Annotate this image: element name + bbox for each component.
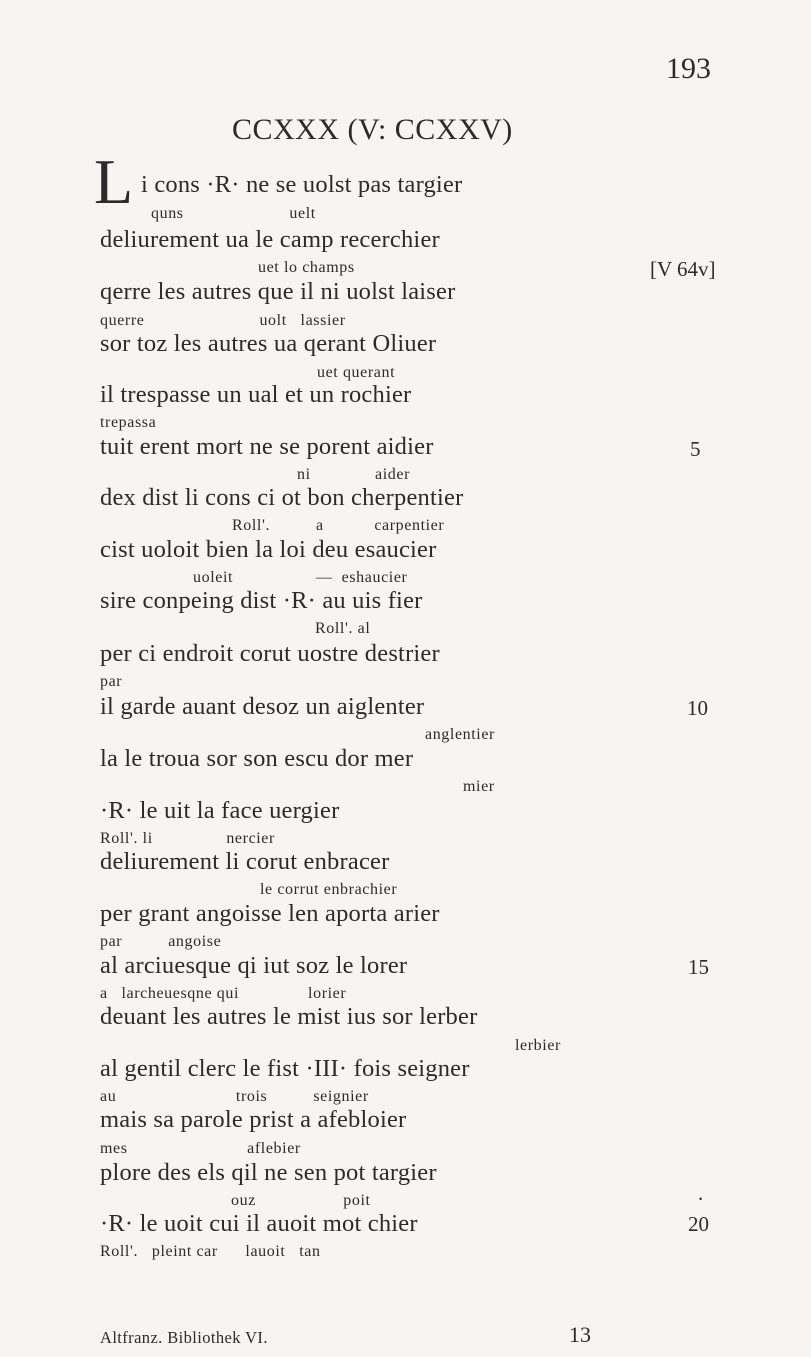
verse-line-16: al arciuesque qi iut soz le lorer [100,952,408,979]
verse-line-20: plore des els qil ne sen pot targier [100,1159,437,1186]
drop-initial: L [94,146,134,217]
signature-mark: 13 [569,1322,591,1347]
variant-line-7: Roll'. a carpentier [232,517,445,534]
variant-line-2: uet lo champs [258,259,355,276]
verse-line-11: il garde auant desoz un aiglenter [100,693,425,720]
variant-line-4: uet querant [317,364,396,381]
verse-line-19: mais sa parole prist a afebloier [100,1106,407,1133]
verse-line-9: sire conpeing dist ·R· au uis fier [100,587,423,614]
verse-line-2: deliurement ua le camp recerchier [100,226,440,253]
section-heading: CCXXX (V: CCXXV) [232,113,513,146]
variant-line-21: Roll'. pleint car lauoit tan [100,1243,321,1260]
variant-line-1: quns uelt [151,205,316,222]
verse-line-13: ·R· le uit la face uergier [100,797,340,824]
variant-line-9: Roll'. al [315,620,371,637]
series-footer: Altfranz. Bibliothek VI. [100,1328,268,1347]
folio-reference: [V 64v] [650,257,716,281]
variant-line-18: au trois seignier [100,1088,369,1105]
verse-line-6: tuit erent mort ne se porent aidier [100,433,434,460]
variant-line-17: lerbier [515,1037,561,1054]
variant-line-13: Roll'. li nercier [100,830,275,847]
line-number-5: 5 [690,437,701,461]
line-number-15: 15 [688,955,709,979]
variant-line-6: ni aider [297,466,411,483]
verse-line-3: qerre les autres que il ni uolst laiser [100,278,456,305]
line-number-10: 10 [687,696,708,720]
verse-line-18: al gentil clerc le fist ·III· fois seigner [100,1055,470,1082]
verse-line-1: i cons ·R· ne se uolst pas targier [141,171,463,198]
verse-line-8: cist uoloit bien la loi deu esaucier [100,536,437,563]
variant-line-12: mier [463,778,495,795]
variant-line-19: mes aflebier [100,1140,301,1157]
variant-line-11: anglentier [425,726,495,743]
verse-line-4: sor toz les autres ua qerant Oliuer [100,330,437,357]
verse-line-7: dex dist li cons ci ot bon cherpentier [100,484,464,511]
verse-line-10: per ci endroit corut uostre destrier [100,640,440,667]
verse-line-21: ·R· le uoit cui il auoit mot chier [100,1210,418,1237]
verse-line-12: la le troua sor son escu dor mer [100,745,414,772]
verse-line-14: deliurement li corut enbracer [100,848,390,875]
variant-line-3: querre uolt lassier [100,312,346,329]
margin-dot: . [698,1181,704,1205]
verse-line-17: deuant les autres le mist ius sor lerber [100,1003,478,1030]
variant-line-14: le corrut enbrachier [260,881,398,898]
variant-line-5: trepassa [100,414,157,431]
verse-line-5: il trespasse un ual et un rochier [100,381,412,408]
page-number: 193 [666,52,711,85]
verse-line-15: per grant angoisse len aporta arier [100,900,440,927]
variant-line-15: par angoise [100,933,222,950]
variant-line-10: par [100,673,123,690]
variant-line-20: ouz poit [231,1192,371,1209]
variant-line-16: a larcheuesqne qui lorier [100,985,347,1002]
line-number-20: 20 [688,1212,709,1236]
variant-line-8: uoleit — eshaucier [193,569,408,586]
